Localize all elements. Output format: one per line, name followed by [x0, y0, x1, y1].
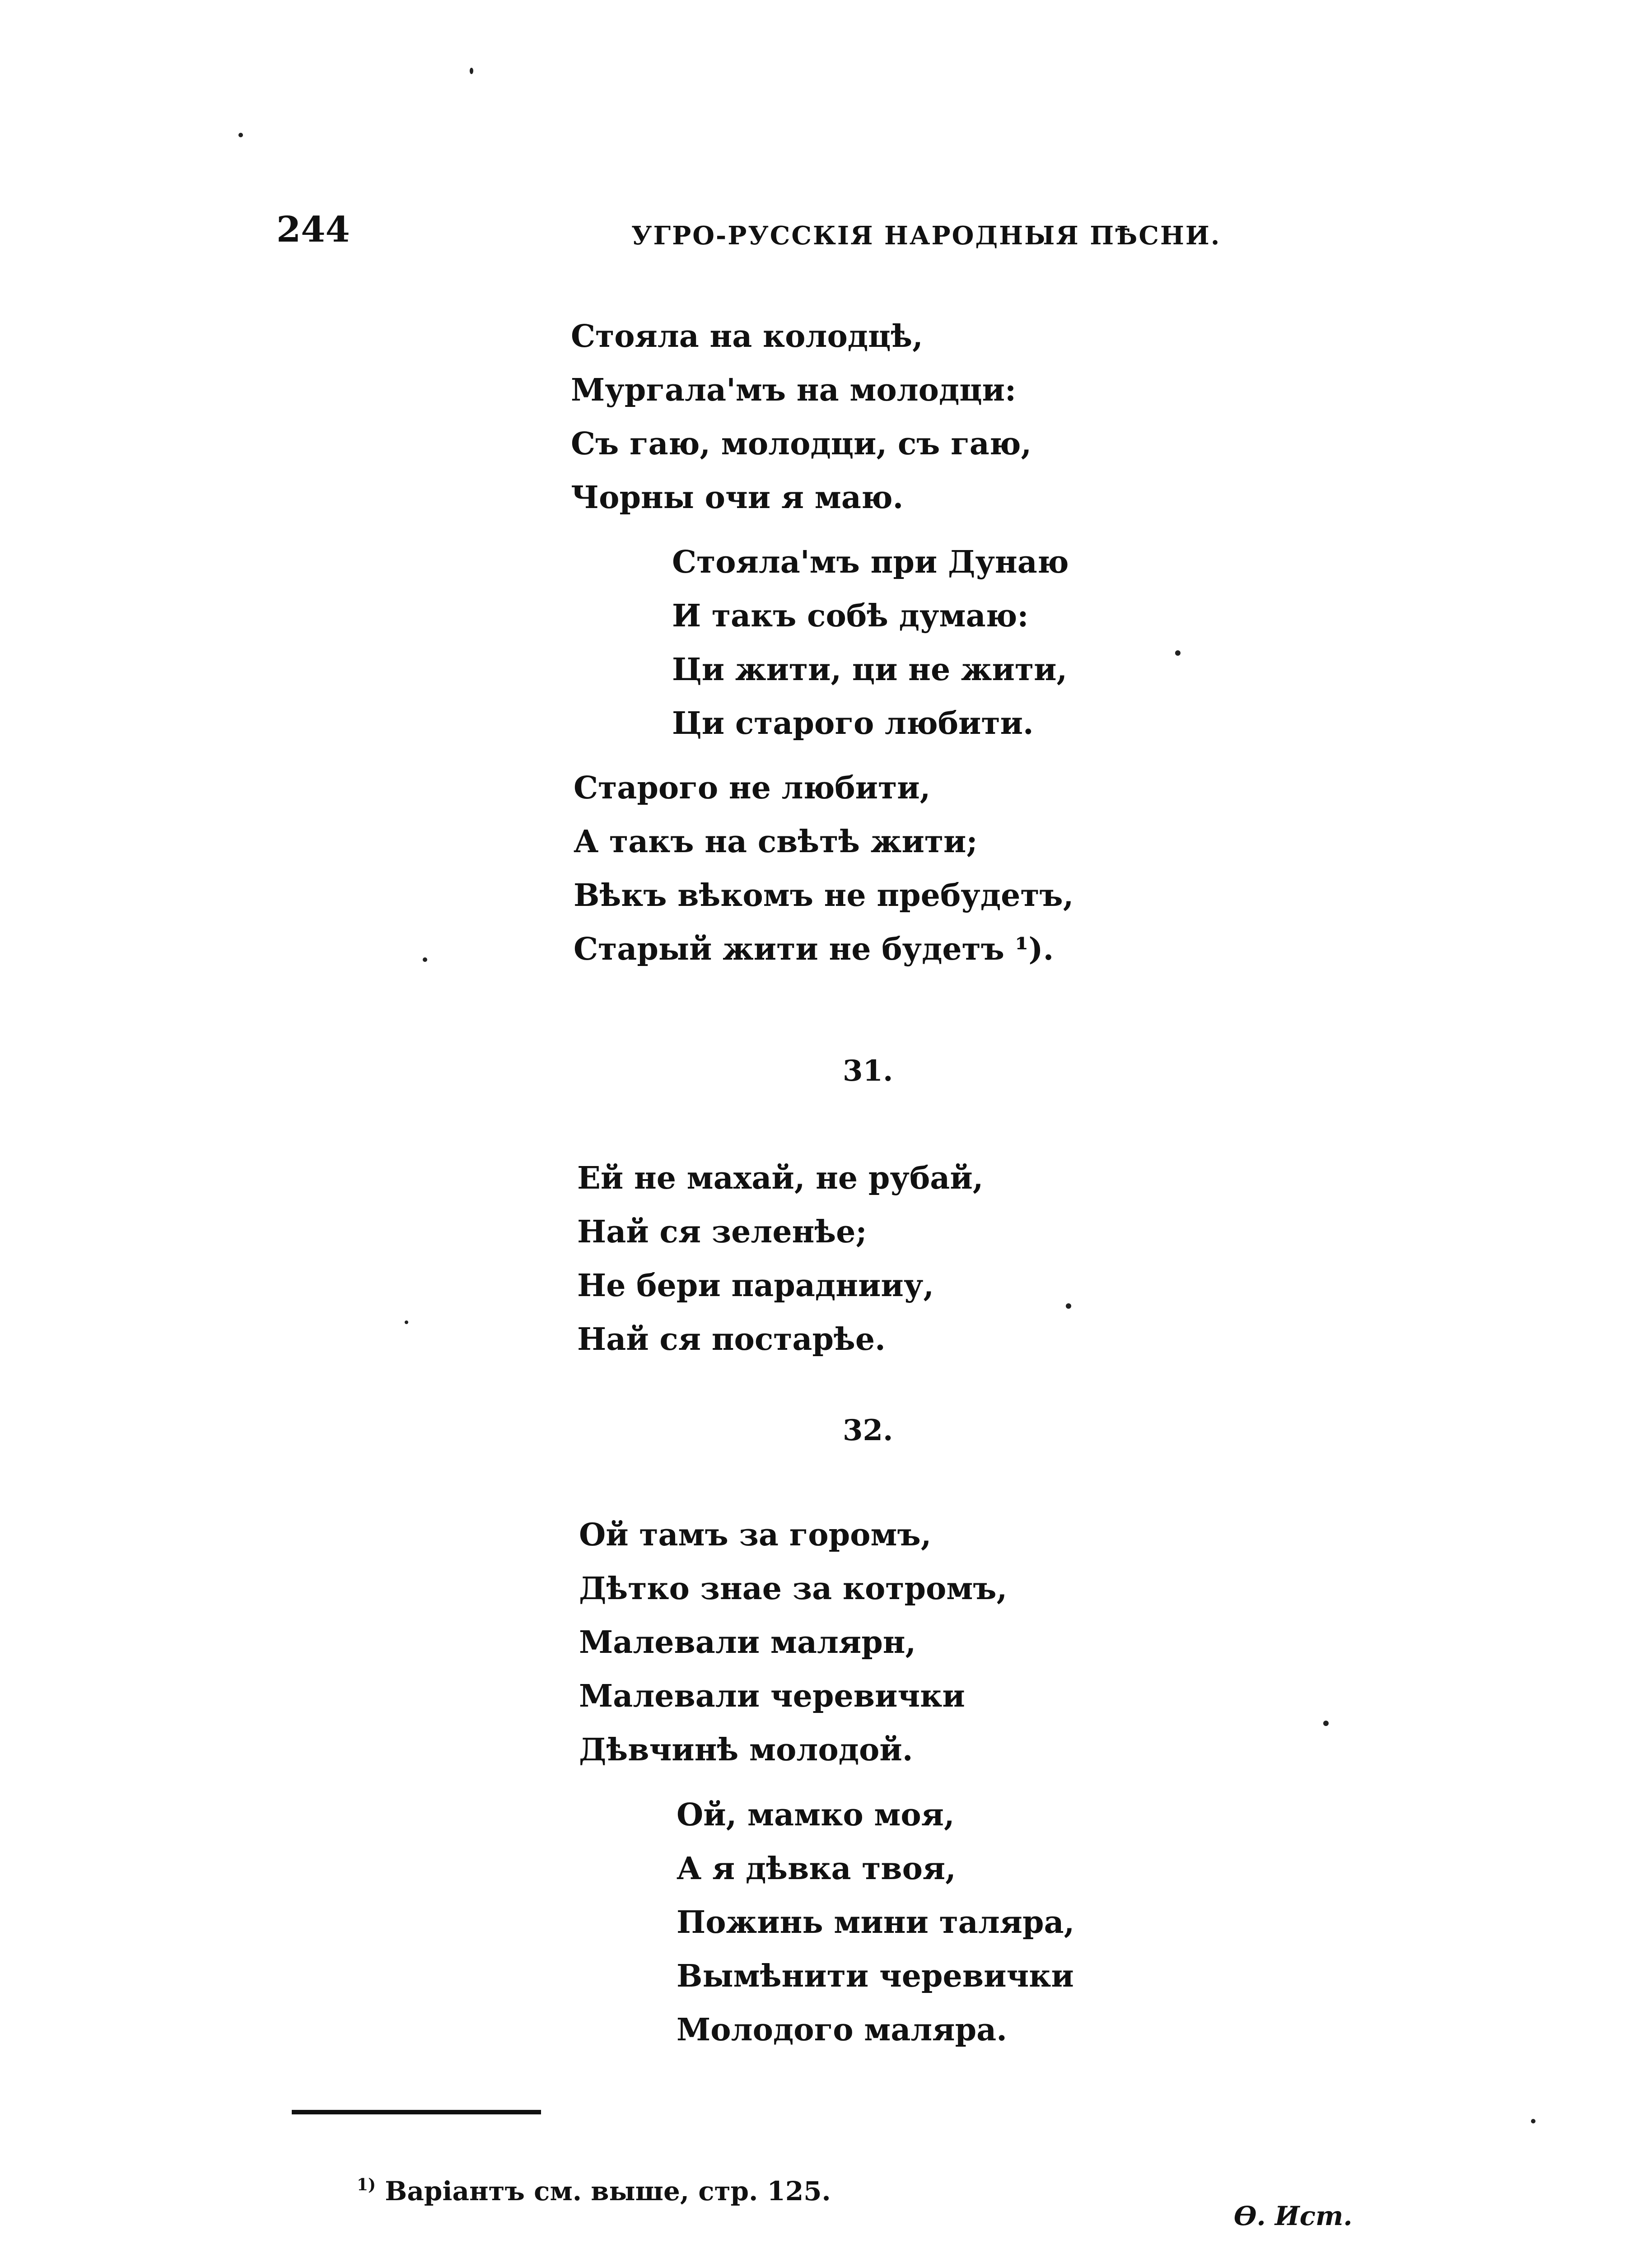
verse-line: Малевали черевички: [579, 1678, 965, 1714]
verse-line: Старый жити не будетъ ¹).: [574, 931, 1054, 967]
song-31-stanza-1: [577, 1152, 983, 1367]
scan-speck: [1175, 650, 1181, 656]
page-number: 244: [276, 209, 350, 250]
verse-line: Най ся зеленѣе;: [577, 1214, 867, 1250]
verse-line: Стояла'мъ при Дунаю: [672, 544, 1069, 580]
verse-line: Стояла на колодцѣ,: [571, 318, 923, 355]
scan-speck: [1066, 1303, 1071, 1309]
verse-line: Ци жити, ци не жити,: [672, 652, 1068, 688]
verse-line: Старого не любити,: [574, 770, 931, 806]
scan-speck: [423, 957, 427, 962]
verse-line: А такъ на свѣтѣ жити;: [574, 824, 978, 860]
scan-speck: [405, 1320, 408, 1324]
footnote: [357, 2175, 831, 2207]
verse-line: Ци старого любити.: [672, 705, 1034, 742]
verse-line: Дѣвчинѣ молодой.: [579, 1732, 913, 1768]
scan-speck: [1531, 2119, 1535, 2123]
verse-line: Ей не махай, не рубай,: [577, 1160, 984, 1196]
verse-line: Дѣтко знае за котромъ,: [579, 1571, 1008, 1607]
song-number-32: 32.: [843, 1414, 893, 1447]
footnote-marker: 1): [357, 2175, 376, 2194]
song-30-stanza-3: [574, 761, 1073, 976]
song-30-stanza-2: [672, 536, 1069, 751]
scan-speck: [238, 133, 243, 137]
verse-line: А я дѣвка твоя,: [677, 1851, 956, 1887]
scan-speck: [1323, 1721, 1329, 1726]
verse-line: Пожинь мини таляра,: [677, 1904, 1075, 1941]
running-header: УГРО-РУССКІЯ НАРОДНЫЯ ПѢСНИ.: [631, 221, 1221, 251]
footnote-rule: [292, 2110, 541, 2114]
scan-speck: [470, 68, 473, 74]
verse-line: Чорны очи я маю.: [571, 480, 904, 516]
verse-line: Ой, мамко моя,: [677, 1797, 955, 1833]
verse-line: Ой тамъ за горомъ,: [579, 1517, 932, 1553]
song-32-stanza-2: [677, 1788, 1074, 2057]
verse-line: Съ гаю, молодци, съ гаю,: [571, 426, 1032, 462]
signature: Ѳ. Ист.: [1234, 2201, 1353, 2231]
footnote-text: Варіантъ см. выше, стр. 125.: [385, 2176, 831, 2207]
song-30-stanza-1: [571, 310, 1031, 525]
verse-line: Малевали малярн,: [579, 1624, 916, 1661]
verse-line: Вымѣнити черевички: [677, 1958, 1074, 1994]
verse-line: И такъ собѣ думаю:: [672, 598, 1029, 634]
verse-line: Не бери параднииу,: [577, 1268, 934, 1304]
song-32-stanza-1: [579, 1508, 1007, 1777]
song-number-31: 31.: [843, 1054, 893, 1088]
verse-line: Мургала'мъ на молодци:: [571, 372, 1017, 408]
verse-line: Вѣкъ вѣкомъ не пребудетъ,: [574, 877, 1074, 914]
verse-line: Най ся постарѣе.: [577, 1321, 886, 1358]
verse-line: Молодого маляра.: [677, 2012, 1007, 2048]
